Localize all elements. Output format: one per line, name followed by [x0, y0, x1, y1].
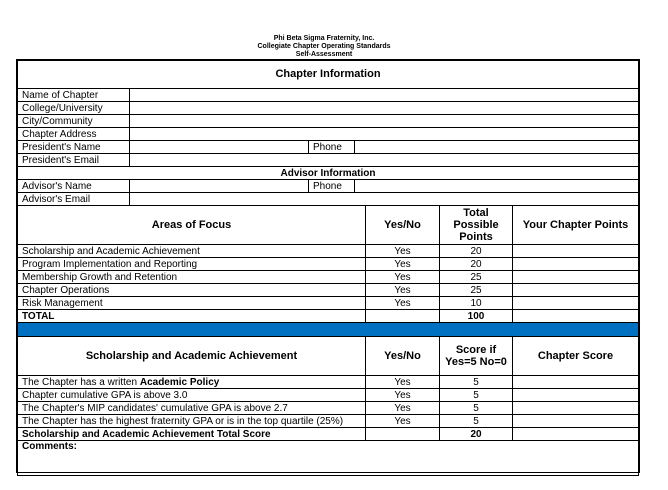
score-cell: 5 [440, 402, 513, 415]
total-yes-no-cell [366, 310, 440, 323]
phone-label: Phone [309, 180, 355, 193]
yes-no-cell[interactable]: Yes [366, 415, 440, 428]
scholarship-header-row [18, 337, 639, 376]
area-name: Scholarship and Academic Achievement [18, 245, 366, 258]
assessment-form [16, 59, 640, 473]
area-name: Program Implementation and Reporting [18, 258, 366, 271]
table-row [18, 376, 639, 389]
field-row [18, 128, 639, 141]
field-row [18, 193, 639, 206]
yes-no-cell[interactable]: Yes [366, 376, 440, 389]
chapter-score-header: Chapter Score [513, 337, 639, 376]
field-row [18, 115, 639, 128]
chapter-score-input[interactable] [513, 389, 639, 402]
advisor-email-input[interactable] [130, 193, 639, 206]
points-cell: 20 [440, 258, 513, 271]
yes-no-cell[interactable]: Yes [366, 297, 440, 310]
chapter-name-input[interactable] [130, 89, 639, 102]
chapter-score-input[interactable] [513, 376, 639, 389]
total-chapter-score[interactable] [513, 428, 639, 441]
chapter-info-title: Chapter Information [18, 61, 639, 89]
chapter-address-input[interactable] [130, 128, 639, 141]
scholarship-total-score: 20 [440, 428, 513, 441]
document-title: Collegiate Chapter Operating Standards [257, 43, 391, 50]
table-row [18, 258, 639, 271]
field-label: President's Email [18, 154, 130, 167]
advisor-name-input[interactable] [130, 180, 309, 193]
yes-no-cell[interactable]: Yes [366, 402, 440, 415]
phone-label: Phone [309, 141, 355, 154]
table-row [18, 284, 639, 297]
document-subtitle: Self-Assessment [295, 51, 353, 58]
criterion-bold-text: Academic Policy [139, 376, 220, 388]
city-input[interactable] [130, 115, 639, 128]
total-label: TOTAL [18, 310, 366, 323]
criterion-cell [18, 376, 366, 389]
total-row [18, 428, 639, 441]
field-row [18, 180, 639, 193]
table-row [18, 389, 639, 402]
president-phone-input[interactable] [355, 141, 639, 154]
field-row [18, 102, 639, 115]
points-cell: 20 [440, 245, 513, 258]
table-row [18, 415, 639, 428]
yes-no-header: Yes/No [366, 337, 440, 376]
field-label: Advisor's Name [18, 180, 130, 193]
score-cell: 5 [440, 389, 513, 402]
field-label: City/Community [18, 115, 130, 128]
criterion-text: The Chapter has a written [22, 376, 140, 388]
field-label: Chapter Address [18, 128, 130, 141]
yes-no-cell[interactable]: Yes [366, 284, 440, 297]
yes-no-cell[interactable]: Yes [366, 258, 440, 271]
points-cell: 25 [440, 284, 513, 297]
chapter-points-input[interactable] [513, 271, 639, 284]
score-cell: 5 [440, 415, 513, 428]
yes-no-cell[interactable]: Yes [366, 389, 440, 402]
yes-no-cell[interactable]: Yes [366, 271, 440, 284]
total-points: 100 [440, 310, 513, 323]
table-row [18, 402, 639, 415]
yes-no-header: Yes/No [366, 206, 440, 245]
scholarship-header: Scholarship and Academic Achievement [18, 337, 366, 376]
comments-field[interactable] [18, 441, 639, 476]
comments-row [18, 441, 639, 476]
table-row [18, 297, 639, 310]
org-name: Phi Beta Sigma Fraternity, Inc. [273, 35, 375, 42]
score-cell: 5 [440, 376, 513, 389]
field-label: Name of Chapter [18, 89, 130, 102]
areas-header-row [18, 206, 639, 245]
advisor-phone-input[interactable] [355, 180, 639, 193]
field-row [18, 89, 639, 102]
table-row [18, 245, 639, 258]
areas-table [17, 205, 639, 476]
chapter-score-input[interactable] [513, 415, 639, 428]
areas-header: Areas of Focus [18, 206, 366, 245]
comments-label: Comments: [22, 441, 78, 452]
yes-no-cell[interactable]: Yes [366, 245, 440, 258]
field-label: President's Name [18, 141, 130, 154]
blue-divider-bar [18, 323, 639, 337]
total-row [18, 310, 639, 323]
total-chapter-points[interactable] [513, 310, 639, 323]
advisor-info-title: Advisor Information [18, 167, 639, 180]
field-label: College/University [18, 102, 130, 115]
area-name: Risk Management [18, 297, 366, 310]
total-yes-no-cell [366, 428, 440, 441]
criterion-text: The Chapter has the highest fraternity GPA or is in the top quartile (25%) [18, 415, 366, 428]
president-name-input[interactable] [130, 141, 309, 154]
table-row [18, 271, 639, 284]
field-row [18, 154, 639, 167]
college-input[interactable] [130, 102, 639, 115]
criterion-text: The Chapter's MIP candidates' cumulative GPA is above 2.7 [18, 402, 366, 415]
chapter-info-table [17, 60, 639, 206]
criterion-text: Chapter cumulative GPA is above 3.0 [18, 389, 366, 402]
field-row [18, 141, 639, 154]
chapter-points-input[interactable] [513, 258, 639, 271]
scholarship-total-label: Scholarship and Academic Achievement Total Score [18, 428, 366, 441]
chapter-score-input[interactable] [513, 402, 639, 415]
chapter-points-input[interactable] [513, 245, 639, 258]
section-divider [18, 323, 639, 337]
points-cell: 10 [440, 297, 513, 310]
score-header: Score if Yes=5 No=0 [440, 337, 513, 376]
points-cell: 25 [440, 271, 513, 284]
area-name: Chapter Operations [18, 284, 366, 297]
document-header [0, 35, 648, 59]
chapter-points-header: Your Chapter Points [513, 206, 639, 245]
chapter-points-input[interactable] [513, 284, 639, 297]
field-label: Advisor's Email [18, 193, 130, 206]
president-email-input[interactable] [130, 154, 639, 167]
total-possible-header: Total Possible Points [440, 206, 513, 245]
chapter-points-input[interactable] [513, 297, 639, 310]
area-name: Membership Growth and Retention [18, 271, 366, 284]
